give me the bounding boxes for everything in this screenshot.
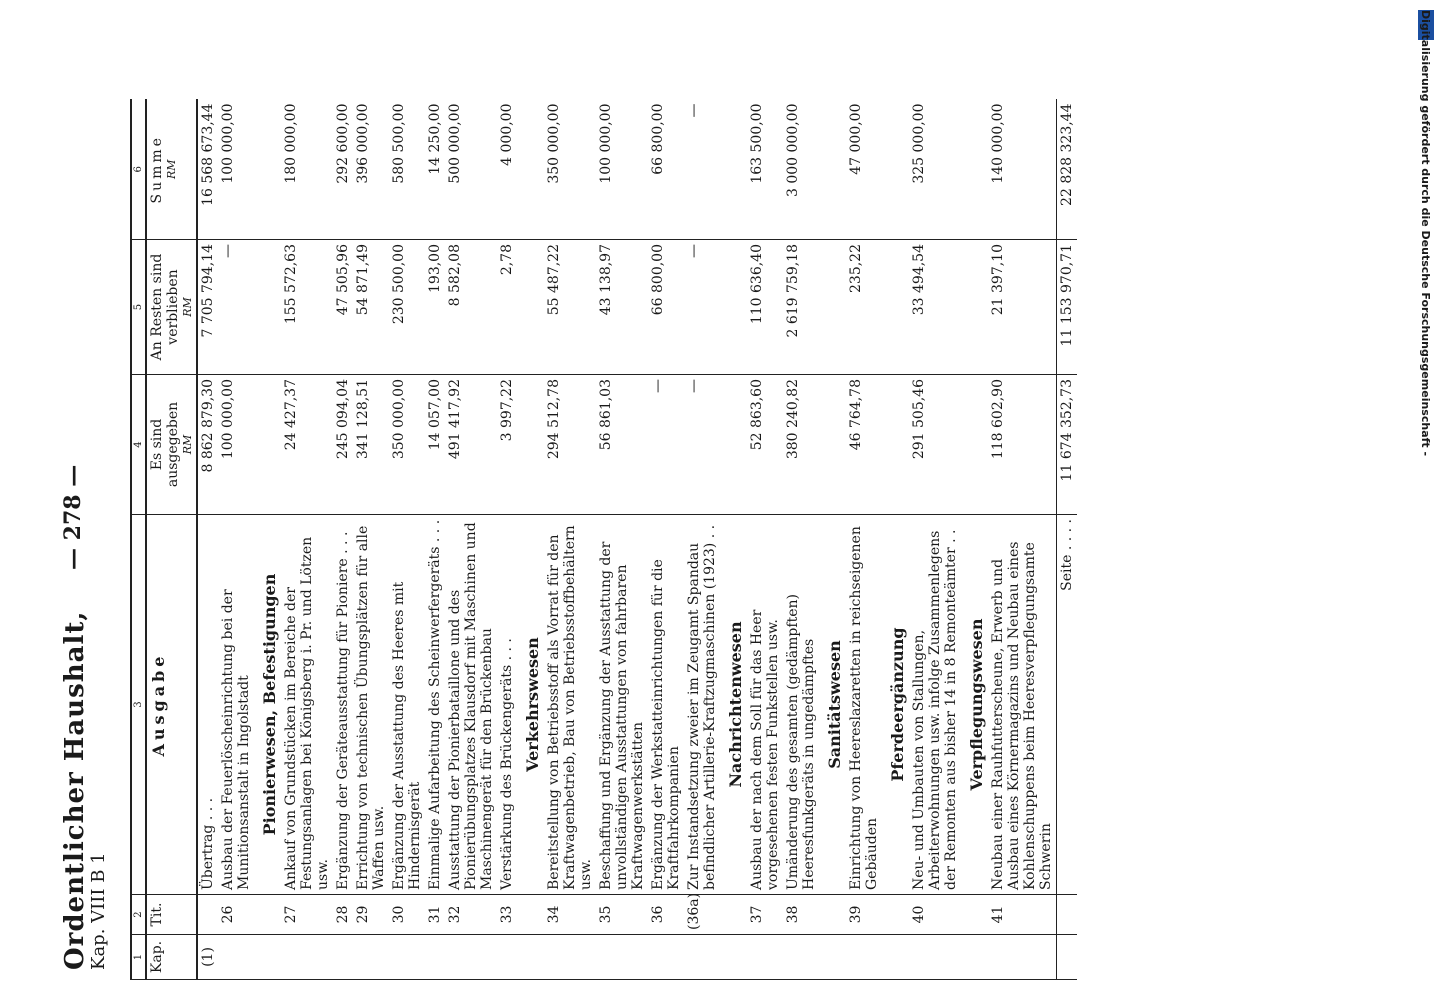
cell-ausgabe: Ergänzung der Ausstattung des Heeres mit Hindernisgerät — [389, 515, 425, 895]
section-heading-row — [720, 100, 747, 980]
cell-kap — [389, 935, 425, 980]
cell-ausgegeben: 491 417,92 — [445, 375, 497, 515]
col-header-summe: Summe RM — [146, 100, 197, 240]
budget-table — [130, 100, 1077, 981]
col-header-kap: Kap. — [146, 935, 197, 980]
digitization-note: Digitalisierung gefördert durch die Deutsche Forschungsgemeinschaft - — [1419, 10, 1432, 457]
table-row — [783, 100, 819, 980]
totals-label: Seite . . . . — [1057, 515, 1078, 895]
table-row — [353, 100, 389, 980]
cell-ausgabe: Ergänzung der Werkstatteinrichtungen für die Kraftfahrkompanien — [648, 515, 684, 895]
cell-tit: 36 — [648, 895, 684, 935]
cell-ausgegeben: 14 057,00 — [425, 375, 445, 515]
cell-ausgegeben: 341 128,51 — [353, 375, 389, 515]
cell-kap — [497, 935, 517, 980]
cell-reste: 21 397,10 — [988, 240, 1057, 375]
cell-reste: 66 800,00 — [648, 240, 684, 375]
table-row — [648, 100, 684, 980]
cell-tit: (36a) — [684, 895, 720, 935]
col-number: 1 — [131, 935, 146, 980]
col-header-ausgabe: Ausgabe — [146, 515, 197, 895]
cell-ausgegeben: 380 240,82 — [783, 375, 819, 515]
cell-ausgegeben: 52 863,60 — [747, 375, 783, 515]
cell-ausgabe: Ausstattung der Pionierbataillone und des Pionierübungsplatzes Klausdorf mit Maschinen und Maschinengerät für den Brückenbau — [445, 515, 497, 895]
cell-kap — [909, 935, 961, 980]
cell-summe: 100 000,00 — [596, 100, 648, 240]
cell-kap — [596, 935, 648, 980]
cell-tit: 41 — [988, 895, 1057, 935]
cell-ausgabe: Ausbau der nach dem Soll für das Heer vorgesehenen festen Funkstellen usw. — [747, 515, 783, 895]
section-heading: Verpflegungswesen — [961, 515, 988, 895]
cell-ausgegeben: 100 000,00 — [218, 375, 254, 515]
cell-summe: 500 000,00 — [445, 100, 497, 240]
section-heading-row — [882, 100, 909, 980]
cell-reste: 33 494,54 — [909, 240, 961, 375]
cell-summe: 325 000,00 — [909, 100, 961, 240]
cell-kap — [445, 935, 497, 980]
cell-summe: 292 600,00 — [333, 100, 353, 240]
cell-reste: 155 572,63 — [281, 240, 333, 375]
cell-ausgabe: Neu- und Umbauten von Stallungen, Arbeiterwohnungen usw. infolge Zusammenlegens der Remonten aus bisher 14 in 8 Remonteämter . . — [909, 515, 961, 895]
table-body — [197, 100, 1057, 980]
cell-reste: 47 505,96 — [333, 240, 353, 375]
cell-ausgabe: Übertrag . . . — [197, 515, 218, 895]
cell-ausgegeben: 245 094,04 — [333, 375, 353, 515]
cell-summe: 100 000,00 — [218, 100, 254, 240]
cell-ausgabe: Einrichtung von Heereslazaretten in reichseigenen Gebäuden — [846, 515, 882, 895]
cell-tit: 32 — [445, 895, 497, 935]
cell-summe: 163 500,00 — [747, 100, 783, 240]
col-header-ausgegeben: Es sind ausgegeben RM — [146, 375, 197, 515]
cell-tit: 28 — [333, 895, 353, 935]
cell-summe: 66 800,00 — [648, 100, 684, 240]
table-row — [218, 100, 254, 980]
col-header-tit: Tit. — [146, 895, 197, 935]
cell-ausgabe: Bereitstellung von Betriebsstoff als Vorrat für den Kraftwagenbetrieb, Bau von Betriebsstoffbehältern usw. — [544, 515, 596, 895]
cell-kap — [218, 935, 254, 980]
cell-summe: 140 000,00 — [988, 100, 1057, 240]
section-heading-row — [819, 100, 846, 980]
col-number: 2 — [131, 895, 146, 935]
table-row — [596, 100, 648, 980]
cell-kap — [333, 935, 353, 980]
cell-ausgabe: Einmalige Aufarbeitung des Scheinwerfergeräts . . . — [425, 515, 445, 895]
cell-kap — [353, 935, 389, 980]
totals-row — [1057, 100, 1078, 980]
cell-summe: 580 500,00 — [389, 100, 425, 240]
cell-ausgegeben: 56 861,03 — [596, 375, 648, 515]
section-heading: Verkehrswesen — [517, 515, 544, 895]
cell-summe: 180 000,00 — [281, 100, 333, 240]
totals-summe: 22 828 323,44 — [1057, 100, 1078, 240]
section-heading: Sanitätswesen — [819, 515, 846, 895]
cell-tit: 31 — [425, 895, 445, 935]
table-row — [197, 100, 218, 980]
cell-kap — [783, 935, 819, 980]
cell-kap — [544, 935, 596, 980]
cell-summe: 47 000,00 — [846, 100, 882, 240]
cell-kap — [988, 935, 1057, 980]
table-row — [747, 100, 783, 980]
cell-tit: 39 — [846, 895, 882, 935]
cell-ausgegeben: 118 602,90 — [988, 375, 1057, 515]
cell-kap — [684, 935, 720, 980]
cell-reste: 54 871,49 — [353, 240, 389, 375]
cell-reste: 2,78 — [497, 240, 517, 375]
page-number: — 278 — — [60, 464, 86, 570]
cell-ausgegeben: 350 000,00 — [389, 375, 425, 515]
table-row — [425, 100, 445, 980]
document-subtitle: Kap. VIII B 1 — [88, 852, 109, 970]
cell-ausgegeben: 46 764,78 — [846, 375, 882, 515]
rotated-page — [40, 80, 1430, 1000]
col-number: 4 — [131, 375, 146, 515]
cell-summe: 3 000 000,00 — [783, 100, 819, 240]
cell-ausgegeben: 3 997,22 — [497, 375, 517, 515]
cell-reste: 110 636,40 — [747, 240, 783, 375]
table-row — [909, 100, 961, 980]
cell-reste: 235,22 — [846, 240, 882, 375]
cell-tit: 40 — [909, 895, 961, 935]
cell-reste: 55 487,22 — [544, 240, 596, 375]
cell-ausgegeben: — — [684, 375, 720, 515]
cell-ausgegeben: 291 505,46 — [909, 375, 961, 515]
table-row — [544, 100, 596, 980]
cell-reste: 193,00 — [425, 240, 445, 375]
cell-tit: 38 — [783, 895, 819, 935]
cell-reste: — — [684, 240, 720, 375]
cell-summe: 4 000,00 — [497, 100, 517, 240]
table-row — [846, 100, 882, 980]
cell-ausgabe: Umänderung des gesamten (gedämpften) Heeresfunkgeräts in ungedämpftes — [783, 515, 819, 895]
cell-kap — [425, 935, 445, 980]
column-number-row — [131, 100, 146, 980]
table-row — [389, 100, 425, 980]
table-row — [281, 100, 333, 980]
cell-summe: 14 250,00 — [425, 100, 445, 240]
cell-tit: 37 — [747, 895, 783, 935]
cell-summe: 350 000,00 — [544, 100, 596, 240]
cell-kap — [648, 935, 684, 980]
cell-reste: 7 705 794,14 — [197, 240, 218, 375]
cell-tit: 26 — [218, 895, 254, 935]
cell-ausgabe: Ergänzung der Geräteausstattung für Pioniere . . . — [333, 515, 353, 895]
cell-ausgabe: Zur Instandsetzung zweier im Zeugamt Spandau befindlicher Artillerie-Kraftzugmaschinen (1923) . . — [684, 515, 720, 895]
table-row — [988, 100, 1057, 980]
cell-ausgabe: Verstärkung des Brückengeräts . . . — [497, 515, 517, 895]
table-row — [445, 100, 497, 980]
cell-reste: 2 619 759,18 — [783, 240, 819, 375]
cell-ausgabe: Neubau einer Rauhfutterscheune, Erwerb und Ausbau eines Körnermagazins und Neubau eines Kohlenschuppens beim Heeresverpflegungsamte Schwerin — [988, 515, 1057, 895]
cell-tit — [197, 895, 218, 935]
cell-tit: 34 — [544, 895, 596, 935]
cell-kap — [281, 935, 333, 980]
cell-tit: 33 — [497, 895, 517, 935]
cell-kap — [747, 935, 783, 980]
table-row — [684, 100, 720, 980]
cell-tit: 29 — [353, 895, 389, 935]
cell-ausgegeben: 294 512,78 — [544, 375, 596, 515]
col-number: 5 — [131, 240, 146, 375]
col-number: 3 — [131, 515, 146, 895]
cell-tit: 27 — [281, 895, 333, 935]
totals-reste: 11 153 970,71 — [1057, 240, 1078, 375]
col-header-reste: An Resten sind verblieben RM — [146, 240, 197, 375]
cell-ausgabe: Ausbau der Feuerlöscheinrichtung bei der Munitionsanstalt in Ingolstadt — [218, 515, 254, 895]
cell-ausgabe: Ankauf von Grundstücken im Bereiche der Festungsanlagen bei Königsberg i. Pr. und Lötzen usw. — [281, 515, 333, 895]
cell-kap: (1) — [197, 935, 218, 980]
totals-ausgegeben: 11 674 352,73 — [1057, 375, 1078, 515]
cell-kap — [846, 935, 882, 980]
cell-ausgegeben: 8 862 879,30 — [197, 375, 218, 515]
section-heading-row — [517, 100, 544, 980]
cell-reste: — — [218, 240, 254, 375]
cell-summe: — — [684, 100, 720, 240]
table-row — [497, 100, 517, 980]
document-title: Ordentlicher Haushalt, — [60, 610, 90, 970]
cell-reste: 8 582,08 — [445, 240, 497, 375]
section-heading: Pferdeergänzung — [882, 515, 909, 895]
cell-reste: 230 500,00 — [389, 240, 425, 375]
cell-ausgegeben: — — [648, 375, 684, 515]
section-heading-row — [961, 100, 988, 980]
cell-summe: 16 568 673,44 — [197, 100, 218, 240]
section-heading: Nachrichtenwesen — [720, 515, 747, 895]
cell-tit: 35 — [596, 895, 648, 935]
section-heading-row — [254, 100, 281, 980]
cell-reste: 43 138,97 — [596, 240, 648, 375]
column-header-row — [146, 100, 197, 980]
table-row — [333, 100, 353, 980]
col-number: 6 — [131, 100, 146, 240]
cell-ausgabe: Errichtung von technischen Übungsplätzen für alle Waffen usw. — [353, 515, 389, 895]
cell-summe: 396 000,00 — [353, 100, 389, 240]
cell-ausgegeben: 24 427,37 — [281, 375, 333, 515]
section-heading: Pionierwesen, Befestigungen — [254, 515, 281, 895]
cell-tit: 30 — [389, 895, 425, 935]
cell-ausgabe: Beschaffung und Ergänzung der Ausstattung der unvollständigen Ausstattungen von fahrbaren Kraftwagenwerkstätten — [596, 515, 648, 895]
